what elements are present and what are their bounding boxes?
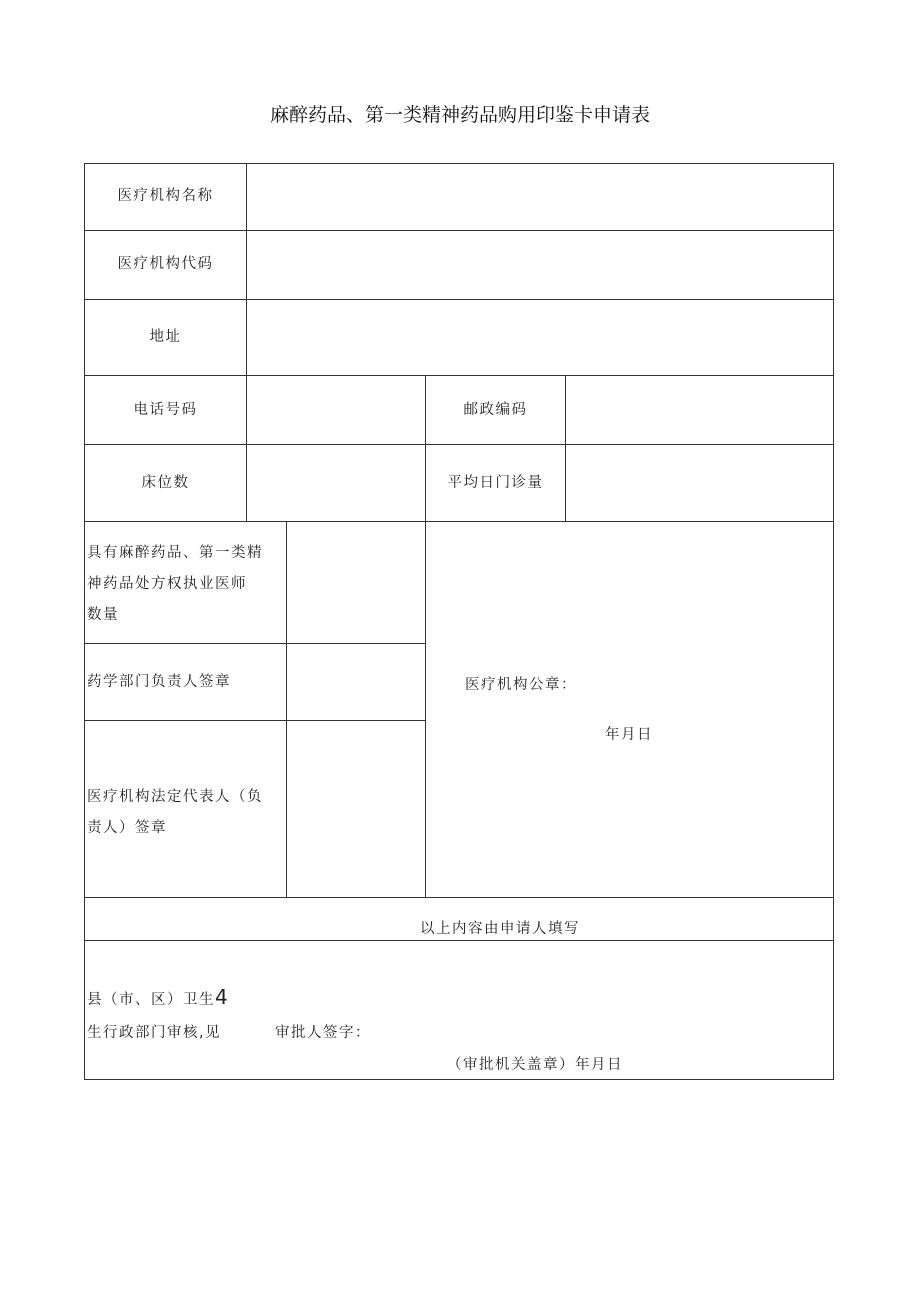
legal-rep-label-line: 责人）签章 [87,820,167,836]
institution-name-label: 医疗机构名称 [117,188,214,204]
daily-outpatient-field[interactable] [566,445,833,521]
phone-field[interactable] [247,376,425,444]
approver-sign-label: 审批人签字： [275,1025,371,1041]
address-label: 地址 [149,329,182,345]
page-title: 麻醉药品、第一类精神药品购用印鉴卡申请表 [269,104,650,126]
table-border-right [833,163,834,1080]
institution-code-label: 医疗机构代码 [117,256,214,272]
daily-outpatient-label: 平均日门诊量 [447,475,544,491]
institution-seal-label: 医疗机构公章： [465,677,577,693]
pharmacy-head-signature-field[interactable] [287,644,425,720]
doctor-count-label-line: 神药品处方权执业医师 [87,576,247,592]
review-line-1-digit: 4 [215,985,228,1009]
phone-label: 电话号码 [133,402,198,418]
doctor-count-field[interactable] [287,522,425,643]
institution-code-field[interactable] [247,231,833,299]
postal-code-field[interactable] [566,376,833,444]
institution-seal-date: 年月日 [605,727,653,743]
bed-count-field[interactable] [247,445,425,521]
row-divider [84,897,834,898]
doctor-count-label-line: 具有麻醉药品、第一类精 [87,545,263,561]
legal-rep-label-line: 医疗机构法定代表人（负 [87,789,263,805]
address-field[interactable] [247,300,833,375]
approval-seal-date: （审批机关盖章）年月日 [447,1057,623,1073]
review-line-2: 生行政部门审核,见 [87,1025,222,1041]
legal-rep-signature-field[interactable] [287,721,425,897]
institution-name-field[interactable] [247,164,833,230]
review-line-1-text: 县（市、区）卫生 [87,992,215,1008]
table-border-left [84,163,85,1080]
postal-code-label: 邮政编码 [463,402,528,418]
applicant-note: 以上内容由申请人填写 [420,921,580,937]
bed-count-label: 床位数 [141,475,190,491]
doctor-count-label-line: 数量 [87,607,119,623]
approver-signature-field[interactable] [372,1018,672,1048]
review-line-1 [87,987,228,1008]
row-divider [84,521,834,522]
column-divider [425,375,426,898]
row-divider [84,940,834,941]
pharmacy-head-label: 药学部门负责人签章 [87,674,231,690]
doctor-count-label [87,538,287,631]
legal-rep-label [87,782,287,844]
table-border-bottom [84,1079,834,1080]
